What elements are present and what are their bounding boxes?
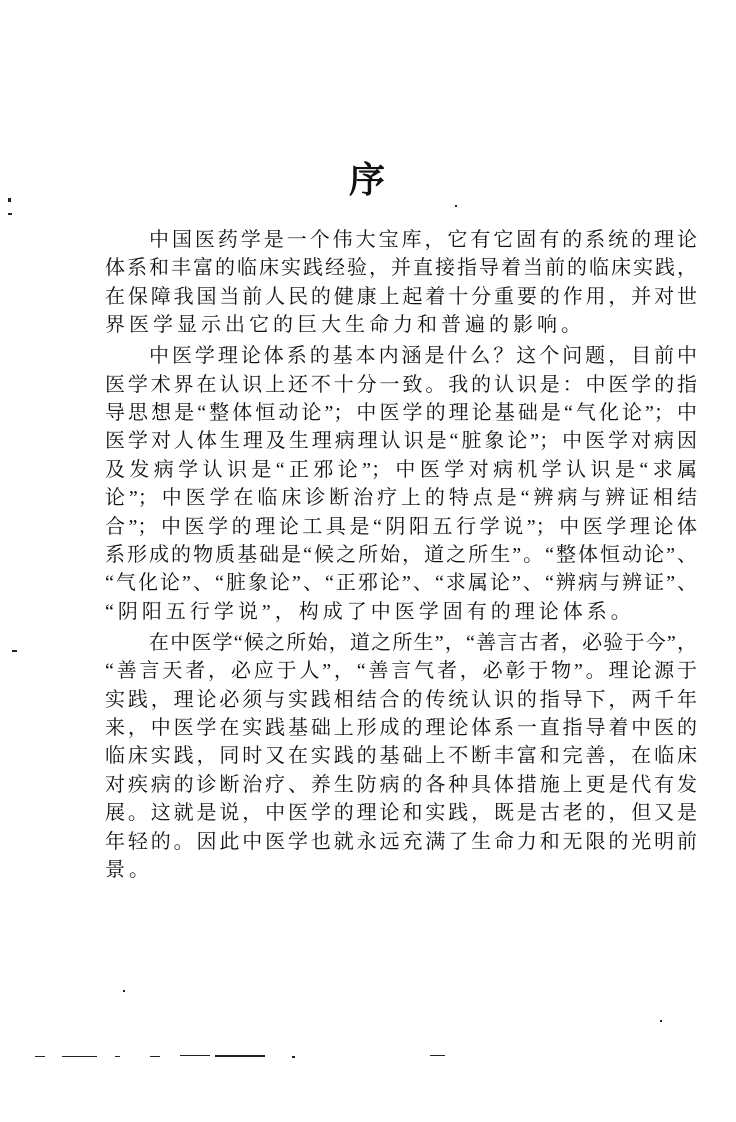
text-line: 及发病学认识是“正邪论”；中医学对病机学认识是“求属 [105, 458, 697, 481]
paragraph-3 [105, 629, 697, 885]
scan-speck [123, 990, 125, 992]
text-line: 中国医药学是一个伟大宝库，它有它固有的系统的理论 [149, 229, 697, 251]
scan-line [150, 1056, 160, 1057]
scan-speck [8, 198, 11, 202]
text-line: 临床实践，同时又在实践的基础上不断丰富和完善，在临床 [105, 745, 697, 768]
text-line: 在中医学“候之所始，道之所生”，“善言古者，必验于今”， [149, 631, 697, 654]
text-line: 在保障我国当前人民的健康上起着十分重要的作用，并对世 [105, 285, 697, 308]
text-line: 中医学理论体系的基本内涵是什么？这个问题，目前中 [149, 345, 697, 368]
scan-speck [660, 1020, 662, 1022]
scan-line [430, 1055, 445, 1056]
preface-body [105, 226, 697, 887]
text-line: 系形成的物质基础是“候之所始，道之所生”。“整体恒动论”、 [105, 543, 697, 566]
text-line: “气化论”、“脏象论”、“正邪论”、“求属论”、“辨病与辨证”、 [105, 572, 697, 595]
scan-line [62, 1056, 97, 1057]
paragraph-1 [105, 226, 697, 340]
scan-speck [8, 213, 12, 215]
text-line: 景。 [105, 858, 153, 881]
text-line: 来，中医学在实践基础上形成的理论体系一直指导着中医的 [105, 716, 697, 739]
text-line: 论”；中医学在临床诊断治疗上的特点是“辨病与辨证相结 [105, 487, 697, 510]
text-line: 医学对人体生理及生理病理认识是“脏象论”；中医学对病因 [105, 430, 697, 453]
scan-line [35, 1056, 45, 1057]
text-line: 实践，理论必须与实践相结合的传统认识的指导下，两千年 [105, 688, 697, 711]
scan-speck [292, 1056, 295, 1058]
scan-line [115, 1056, 120, 1057]
page-title: 序 [348, 160, 387, 200]
text-line: “善言天者，必应于人”，“善言气者，必彰于物”。理论源于 [105, 660, 697, 683]
text-line: 医学术界在认识上还不十分一致。我的认识是：中医学的指 [105, 373, 697, 396]
scan-speck [12, 650, 17, 652]
text-line: 体系和丰富的临床实践经验，并直接指导着当前的临床实践， [105, 257, 697, 280]
text-line: 年轻的。因此中医学也就永远充满了生命力和无限的光明前 [105, 830, 697, 853]
text-line: 合”；中医学的理论工具是“阴阳五行学说”；中医学理论体 [105, 515, 697, 538]
text-line: “阴阳五行学说”，构成了中医学固有的理论体系。 [105, 600, 635, 623]
text-line: 界医学显示出它的巨大生命力和普遍的影响。 [105, 314, 585, 337]
scan-speck [455, 205, 457, 207]
scan-line [215, 1055, 265, 1057]
scan-line [180, 1055, 210, 1056]
paragraph-2 [105, 342, 697, 626]
text-line: 展。这就是说，中医学的理论和实践，既是古老的，但又是 [105, 802, 697, 825]
text-line: 导思想是“整体恒动论”；中医学的理论基础是“气化论”；中 [105, 401, 697, 424]
text-line: 对疾病的诊断治疗、养生防病的各种具体措施上更是代有发 [105, 773, 697, 796]
